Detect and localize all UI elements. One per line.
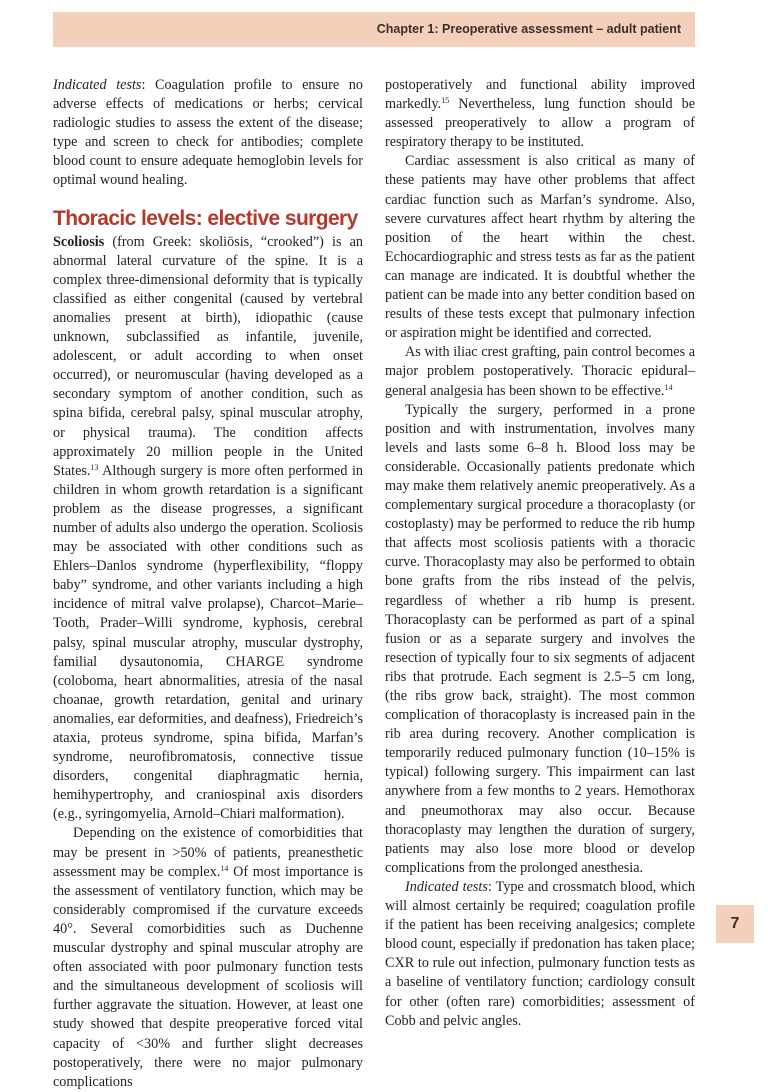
cardiac-paragraph: Cardiac assessment is also critical as many of these patients may have other problems that affect cardiac function such as Marfan’s syndrome. Also, severe curvatures affect heart rhythm by altering the position of the heart within the chest. Echocardiographic and stress tests as far as the patient can manage are indicated. It is doubtful whether the patient can be made into any better condition based on results of these tests except that pulmonary infection or aspiration might be identified and corrected. — [385, 153, 695, 342]
paragraph-text: Depending on the existence of comorbidities that may be present in >50% of patients, preanesthetic assessment may be complex. — [53, 825, 363, 880]
chapter-title: Chapter 1: Preoperative assessment – adult patient — [376, 22, 681, 36]
page-number-tab — [716, 905, 754, 943]
indicated-tests-paragraph — [53, 76, 363, 191]
right-column — [385, 76, 695, 1031]
indicated-tests-paragraph — [385, 878, 695, 1031]
paragraph-text: As with iliac crest grafting, pain control becomes a major problem postoperatively. Thoracic epidural–general analgesia has been shown to be effective. — [385, 344, 695, 399]
surgery-paragraph: Typically the surgery, performed in a prone position and with instrumentation, involves many levels and lasts some 6–8 h. Blood loss may be considerable. Occasionally patients predonate which may make them relatively anemic preoperatively. As a complementary surgical procedure a thoracoplasty (or costoplasty) may be performed to reduce the rib hump that affects most scoliosis patients with a thoracic curve. Thoracoplasty may also be performed to obtain bone grafts from the ribs instead of the pelvis, regardless of whether a rib hump is present. Thoracoplasty can be performed as part of a spinal fusion or as a separate surgery and involves the resection of typically four to six segments of adjacent ribs that protrude. Each segment is 2.5–5 cm long, (the ribs grow back, straight). The most common complication of thoracoplasty is increased pain in the rib area during recovery. Another complication is temporarily reduced pulmonary function (10–15% is typical) following surgery. This impairment can last anywhere from a few months to 2 years. Hemothorax and pneumothorax may also occur. Because thoracoplasty may lengthen the duration of surgery, patients may also lose more blood or develop complications from the prolonged anesthesia. — [385, 401, 695, 876]
reference-number: 13 — [90, 462, 99, 472]
paragraph-text: (from Greek: skoliōsis, “crooked”) is an abnormal lateral curvature of the spine. It is a complex three-dimensional deformity that is typically classified as either congenital (caused by vertebral anomalies present at birth), idiopathic (cause unknown, subclassified as infantile, juvenile, adolescent, or adult according to when onset occurred), or neuromuscular (having developed as a secondary symptom of another condition, such as spina bifida, cerebral palsy, spinal muscular atrophy, or physical trauma). The condition affects approximately 20 million people in the United States. — [53, 233, 363, 479]
page-number: 7 — [730, 915, 740, 932]
indicated-tests-label: Indicated tests — [405, 878, 488, 895]
scoliosis-paragraph — [53, 233, 363, 825]
scoliosis-term: Scoliosis — [53, 233, 105, 250]
paragraph-text: Nevertheless, lung function should be assessed preoperatively to allow a program of respiratory therapy to be instituted. — [385, 96, 695, 151]
reference-number: 15 — [441, 96, 450, 106]
running-header — [53, 12, 695, 47]
paragraph-text: Of most importance is the assessment of ventilatory function, which may be considerably compromised if the curvature exceeds 40°. Several comorbidities such as Duchenne muscular dystrophy and spinal muscular atrophy are often associated with poor pulmonary function tests and the simultaneous development of scoliosis will further aggravate the situation. However, at least one study showed that despite preoperative forced vital capacity of <30% and further slight decreases postoperatively, there were no major pulmonary complications — [53, 863, 364, 1090]
indicated-tests-text: : Type and crossmatch blood, which will almost certainly be required; coagulation profile if the patient has been receiving analgesics; complete blood count, especially if predonation has taken place; CXR to rule out infection, pulmonary function tests as a baseline of ventilatory function; cardiology consult for other (often rare) comorbidities; assessment of Cobb and pelvic angles. — [385, 878, 695, 1029]
reference-number: 14 — [220, 863, 229, 873]
pain-control-paragraph — [385, 343, 695, 400]
section-heading: Thoracic levels: elective surgery — [53, 206, 358, 230]
left-column — [53, 76, 363, 1092]
paragraph-text: postoperatively and functional ability improved markedly. — [385, 77, 695, 113]
continued-paragraph — [385, 76, 695, 152]
indicated-tests-label: Indicated tests — [53, 77, 142, 93]
paragraph-text: Although surgery is more often performed in children in whom growth retardation is a significant problem as the disease progresses, a significant number of adults also undergo the operation. Scoliosis may be associated with other conditions such as Ehlers–Danlos syndrome (hyperflexibility, “floppy baby” syndrome, and other variants including a high incidence of mitral valve prolapse), Charcot–Marie–Tooth, Prader–Willi syndrome, kyphosis, cerebral palsy, spinal muscular atrophy, muscular dystrophy, familial dysautonomia, CHARGE syndrome (coloboma, heart abnormalities, atresia of the nasal choanae, growth retardation, genital and urinary anomalies, ear deformities, and deafness), Friedreich’s ataxia, proteus syndrome, spina bifida, Marfan’s syndrome, neurofibromatosis, connective tissue disorders, congenital diaphragmatic hernia, hemihypertrophy, and craniospinal axis disorders (e.g., syringomyelia, Arnold–Chiari malformation). — [53, 462, 363, 823]
comorbidities-paragraph — [53, 824, 363, 1091]
reference-number: 14 — [664, 382, 673, 392]
indicated-tests-text: : Coagulation profile to ensure no adverse effects of medications or herbs; cervical radiologic studies to assess the extent of the disease; type and screen to check for antibodies; complete blood count to ensure adequate hemoglobin levels for optimal wound healing. — [53, 77, 363, 189]
